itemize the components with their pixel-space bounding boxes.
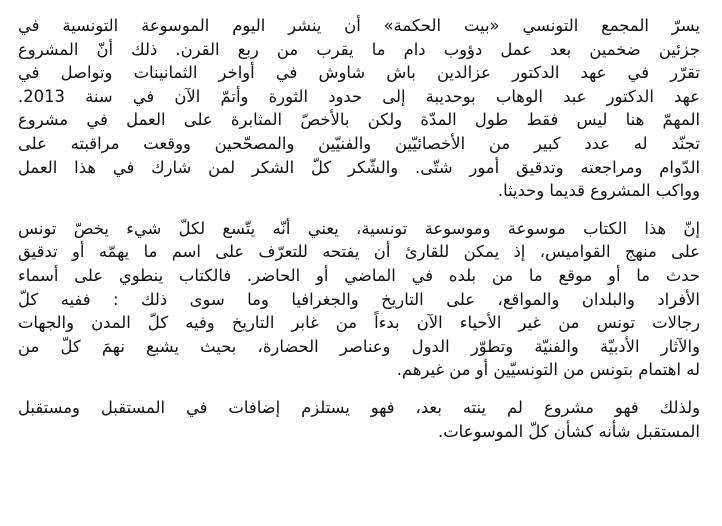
text-line: له اهتمام بتونس من التونسيّين أو من غيرهم. (396, 360, 700, 380)
text-line: وواكب المشروع قديما وحديثا. (497, 181, 700, 201)
paragraph-3 (18, 396, 700, 443)
text-line: رجالات تونس من غير الأحياء الآن بدءاً من غابر التاريخ وفيه كلّ المدن والجهات (18, 313, 700, 333)
text-line: على منهج القواميس، إذ يمكن للقارئ أن يفتحه للتعرّف على اسم ما يهمّه أو تدقيق (18, 242, 700, 262)
text-line: المهمّ هنا ليس فقط طول المدّة ولكن بالأخصّ المثابرة على العمل في مشروع (18, 110, 700, 130)
paragraph-1 (18, 14, 700, 203)
text-line: عهد الدكتور عبد الوهاب بوحديبة إلى حدود الثورة وأتمّ الآن في سنة 2013. (18, 86, 700, 106)
text-line: والآثار الأدبيّة والفنيّة وتطوّر الدول وعناصر الحضارة، بحيث يشبع نهمَ كلّ من (18, 336, 700, 356)
text-line: ولذلك فهو مشروع لم ينته بعد، فهو يستلزم إضافات في المستقبل ومستقبل (18, 397, 700, 417)
paragraph-spacer (18, 203, 700, 217)
text-line: حدث ما أو موقع ما من بلده في الماضي أو الحاضر. فالكتاب ينطوي على أسماء (18, 265, 700, 285)
text-line: تجنّد له عدد كبير من الأخصائيّين والفنيّين والمصحّحين ووقعت مراقبته على (18, 133, 700, 153)
text-line: يسرّ المجمع التونسي «بيت الحكمة» أن ينشر اليوم الموسوعة التونسية في (18, 16, 700, 35)
paragraph-2 (18, 217, 700, 382)
text-line: إنّ هذا الكتاب موسوعة وموسوعة تونسية، يعني أنّه يتّسع لكلّ شيء يخصّ تونس (18, 218, 700, 238)
text-line: المستقبل شأنه كشأن كلّ الموسوعات. (438, 421, 700, 441)
paragraph-spacer (18, 382, 700, 396)
text-line: تقرّر في عهد الدكتور عزالدين باش شاوش في أواخر الثمانينات وتواصل في (18, 63, 700, 83)
text-line: جزئين ضخمين بعد عمل دؤوب دام ما يقرب من ربع القرن. ذلك أنّ المشروع (18, 39, 700, 59)
text-line: الأفراد والبلدان والمواقع، على التاريخ والجغرافيا وما سوى ذلك : ففيه كلّ (18, 289, 700, 309)
text-line: الدّوام ومراجعته وتدقيق أمور شتّى. والشّكر كلّ الشكر لمن شارك في هذا العمل (18, 157, 700, 177)
